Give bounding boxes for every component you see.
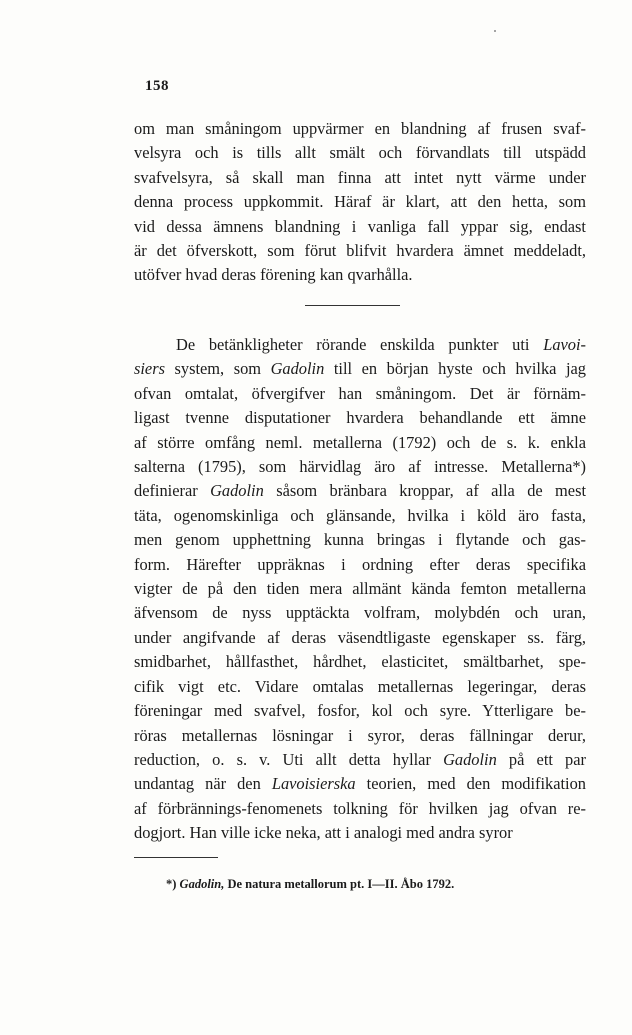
text-line bbox=[134, 406, 586, 430]
text-line: vid dessa ämnens blandning i vanliga fall yppar sig, endast bbox=[134, 216, 586, 236]
page-speck bbox=[494, 30, 496, 32]
text-line bbox=[134, 479, 586, 503]
paragraph-1 bbox=[134, 117, 586, 288]
text-line bbox=[134, 357, 586, 381]
text-line bbox=[134, 553, 586, 577]
text-line: denna process uppkommit. Häraf är klart, att den hetta, som bbox=[134, 192, 586, 212]
text-line bbox=[134, 601, 586, 625]
footnote-author: Gadolin, bbox=[179, 877, 225, 891]
text-line bbox=[134, 333, 586, 357]
footnote-text: De natura metallorum pt. I—II. Åbo 1792. bbox=[227, 877, 455, 891]
section-divider bbox=[305, 305, 400, 306]
text-line: om man småningom uppvärmer en blandning af frusen svaf- bbox=[134, 119, 586, 138]
text-segment: under angifvande af deras väsendtligaste egenskaper ss. färg, bbox=[134, 627, 586, 647]
text-line bbox=[134, 650, 586, 674]
italic-name: Lavoi- bbox=[543, 335, 586, 354]
text-segment: undantag när den bbox=[134, 774, 272, 794]
text-segment: täta, ogenomskinliga och glänsande, hvilka i köld äro fasta, bbox=[134, 505, 586, 525]
text-segment: form. Härefter uppräknas i ordning efter deras specifika bbox=[134, 554, 586, 574]
text-segment: De betänkligheter rörande enskilda punkter uti bbox=[176, 335, 544, 354]
text-line bbox=[134, 455, 586, 479]
text-segment: röras metallernas lösningar i syror, deras fällningar derur, bbox=[134, 725, 586, 745]
text-segment: reduction, o. s. v. Uti allt detta hyllar bbox=[134, 749, 444, 769]
text-line bbox=[134, 699, 586, 723]
italic-name: Gadolin bbox=[443, 749, 497, 769]
text-segment: såsom bränbara kroppar, af alla de mest bbox=[263, 481, 586, 501]
footnote-divider bbox=[134, 857, 218, 858]
text-line bbox=[134, 626, 586, 650]
text-segment: ligast tvenne disputationer hvardera behandlande ett ämne bbox=[134, 408, 586, 428]
text-line: svafvelsyra, så skall man finna att intet nytt värme under bbox=[134, 167, 586, 187]
text-line: velsyra och is tills allt smält och förvandlats till utspädd bbox=[134, 143, 586, 163]
page-number: 158 bbox=[145, 78, 169, 94]
italic-name: Gadolin bbox=[210, 481, 264, 501]
text-segment: smidbarhet, hållfasthet, hårdhet, elasticitet, smältbarhet, spe- bbox=[134, 652, 586, 672]
footnote-marker: *) bbox=[166, 877, 177, 891]
text-line bbox=[134, 577, 586, 601]
text-segment: dogjort. Han ville icke neka, att i analogi med andra syror bbox=[134, 823, 513, 843]
italic-name: siers bbox=[134, 359, 165, 379]
text-segment: men genom upphettning kunna bringas i flytande och gas- bbox=[134, 530, 586, 550]
text-line bbox=[134, 431, 586, 455]
text-segment: till en början hyste och hvilka jag bbox=[324, 359, 586, 379]
text-line bbox=[134, 724, 586, 748]
text-line bbox=[134, 504, 586, 528]
text-line bbox=[134, 748, 586, 772]
text-line bbox=[134, 772, 586, 796]
paragraph-2 bbox=[134, 333, 586, 846]
text-segment: af större omfång neml. metallerna (1792) och de s. k. enkla bbox=[134, 432, 586, 452]
text-line bbox=[134, 382, 586, 406]
text-segment: system, som bbox=[164, 359, 271, 379]
text-segment: af förbrännings-fenomenets tolkning för hvilken jag ofvan re- bbox=[134, 798, 586, 818]
text-segment: teorien, med den modifikation bbox=[355, 774, 586, 794]
text-line: utöfver hvad deras förening kan qvarhålla. bbox=[134, 265, 413, 285]
text-segment: vigter de på den tiden mera allmänt kända femton metallerna bbox=[134, 579, 586, 599]
text-line bbox=[134, 821, 586, 845]
text-line bbox=[134, 528, 586, 552]
italic-name: Gadolin bbox=[270, 359, 325, 379]
text-line bbox=[134, 797, 586, 821]
text-segment: på ett par bbox=[496, 749, 586, 769]
text-segment: definierar bbox=[134, 481, 211, 501]
text-segment: cifik vigt etc. Vidare omtalas metallernas legeringar, deras bbox=[134, 676, 586, 696]
italic-name: Lavoisierska bbox=[271, 774, 356, 794]
text-line: är det öfverskott, som förut blifvit hvardera ämnet meddeladt, bbox=[134, 241, 586, 261]
text-line bbox=[134, 675, 586, 699]
text-segment: salterna (1795), som härvidlag äro af intresse. Metallerna*) bbox=[134, 457, 586, 477]
footnote bbox=[166, 877, 454, 892]
text-segment: ofvan omtalat, öfvergifver han småningom. Det är förnäm- bbox=[134, 383, 586, 403]
text-segment: äfvensom de nyss upptäckta volfram, molybdén och uran, bbox=[134, 603, 586, 623]
text-segment: föreningar med svafvel, fosfor, kol och syre. Ytterligare be- bbox=[134, 701, 586, 721]
